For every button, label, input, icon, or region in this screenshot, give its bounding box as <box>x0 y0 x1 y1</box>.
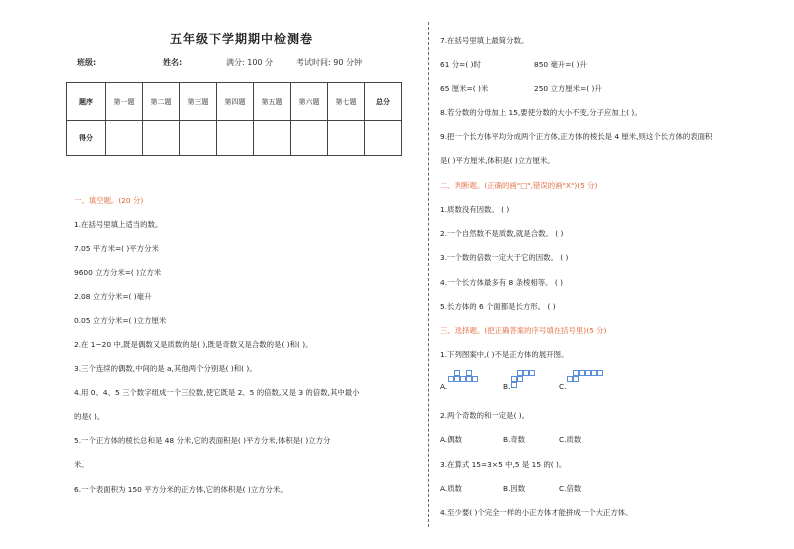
score-header-cell: 第七题 <box>328 83 365 121</box>
question-1d: 0.05 立方分米=( )立方厘米 <box>74 316 167 325</box>
name-label: 姓名: <box>163 58 183 67</box>
question-1: 1.在括号里填上适当的数。 <box>74 220 163 229</box>
section-multiple-choice: 三、选择题。(把正确答案的序号填在括号里)(5 分) <box>440 326 607 335</box>
class-label: 班级: <box>77 58 97 67</box>
score-header-cell: 第四题 <box>217 83 254 121</box>
question-7a: 61 分=( )时 <box>440 60 481 69</box>
column-divider <box>428 22 429 527</box>
question-7: 7.在括号里填上最简分数。 <box>440 36 529 45</box>
question-7b: 850 毫升=( )升 <box>534 60 587 69</box>
choice-3-option-b: B.因数 <box>503 484 526 493</box>
judge-1: 1.质数没有因数。 ( ) <box>440 205 510 214</box>
choice-2-option-b: B.奇数 <box>503 435 526 444</box>
question-3: 3.三个连续的偶数,中间的是 a,其他两个分别是( )和( )。 <box>74 364 257 373</box>
score-input-cell[interactable] <box>365 121 402 156</box>
judge-3: 3.一个数的倍数一定大于它的因数。 ( ) <box>440 253 569 262</box>
choice-2: 2.两个奇数的和一定是( )。 <box>440 411 530 420</box>
question-7d: 250 立方厘米=( )升 <box>534 84 602 93</box>
choice-4: 4.至少要( )个完全一样的小正方体才能拼成一个大正方体。 <box>440 508 633 517</box>
choice-2-option-a: A.偶数 <box>440 435 463 444</box>
question-4: 4.用 0、4、5 三个数字组成一个三位数,使它既是 2、5 的倍数,又是 3 的倍数,其中最小 <box>74 388 360 397</box>
score-header-cell: 第二题 <box>143 83 180 121</box>
question-1b: 9600 立方分米=( )立方米 <box>74 268 162 277</box>
section-fill-blank: 一、填空题。(20 分) <box>74 196 144 205</box>
score-header-cell: 第五题 <box>254 83 291 121</box>
score-table <box>66 82 402 156</box>
judge-2: 2.一个自然数不是质数,就是合数。 ( ) <box>440 229 564 238</box>
score-header-cell: 第三题 <box>180 83 217 121</box>
exam-title: 五年级下学期期中检测卷 <box>170 32 314 46</box>
question-2: 2.在 1~20 中,既是偶数又是质数的是( ),既是奇数又是合数的是( )和( )。 <box>74 340 313 349</box>
section-true-false: 二、判断题。(正确的画"□",错误的画"X")(5 分) <box>440 181 598 190</box>
choice-3-option-a: A.质数 <box>440 484 463 493</box>
question-5-cont: 米。 <box>74 460 89 469</box>
question-9: 9.把一个长方体平均分成两个正方体,正方体的棱长是 4 厘米,则这个长方体的表面积 <box>440 132 713 141</box>
choice-3-option-c: C.倍数 <box>559 484 582 493</box>
choice-1-option-b: B. <box>503 382 511 391</box>
score-input-cell[interactable] <box>180 121 217 156</box>
score-header-cell: 题序 <box>67 83 106 121</box>
choice-1-option-c: C. <box>559 382 567 391</box>
score-input-cell[interactable] <box>328 121 365 156</box>
choice-1-option-a: A. <box>440 382 448 391</box>
choice-2-option-c: C.质数 <box>559 435 582 444</box>
choice-3: 3.在算式 15=3×5 中,5 是 15 的( )。 <box>440 460 567 469</box>
exam-time: 考试时间: 90 分钟 <box>296 58 362 67</box>
score-input-cell[interactable] <box>143 121 180 156</box>
question-5: 5.一个正方体的棱长总和是 48 分米,它的表面积是( )平方分米,体积是( )立方分 <box>74 436 331 445</box>
score-header-cell: 第六题 <box>291 83 328 121</box>
question-4-cont: 的是( )。 <box>74 412 105 421</box>
score-input-cell[interactable] <box>254 121 291 156</box>
score-header-cell: 总分 <box>365 83 402 121</box>
score-input-cell[interactable] <box>217 121 254 156</box>
judge-5: 5.长方体的 6 个面都是长方形。 ( ) <box>440 302 556 311</box>
score-header-cell: 第一题 <box>106 83 143 121</box>
question-7c: 65 厘米=( )米 <box>440 84 489 93</box>
question-6: 6.一个表面积为 150 平方分米的正方体,它的体积是( )立方分米。 <box>74 485 288 494</box>
score-input-cell[interactable] <box>291 121 328 156</box>
choice-1: 1.下列图案中,( )不是正方体的展开图。 <box>440 350 569 359</box>
question-8: 8.若分数的分母加上 15,要使分数的大小不变,分子应加上( )。 <box>440 108 642 117</box>
judge-4: 4.一个长方体最多有 8 条棱相等。 ( ) <box>440 278 563 287</box>
score-row-label: 得分 <box>67 121 106 156</box>
full-score: 满分: 100 分 <box>226 58 274 67</box>
question-9-cont: 是( )平方厘米,体积是( )立方厘米。 <box>440 156 555 165</box>
score-input-cell[interactable] <box>106 121 143 156</box>
question-1c: 2.08 立方分米=( )毫升 <box>74 292 152 301</box>
question-1a: 7.05 平方米=( )平方分米 <box>74 244 159 253</box>
